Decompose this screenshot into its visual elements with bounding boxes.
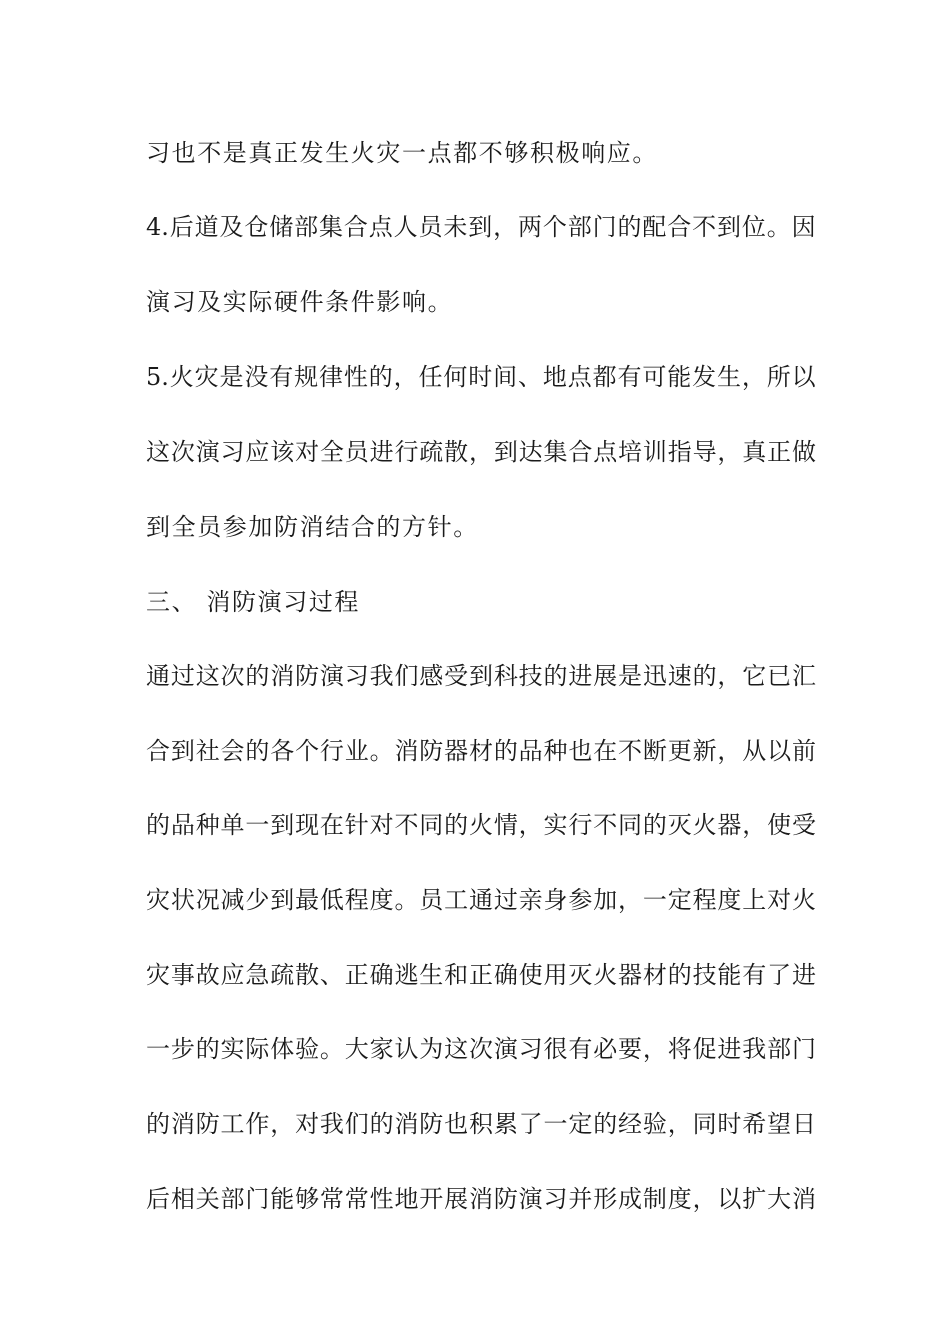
- text-line: 的 消 防 工 作 ， 对 我 们 的 消 防 也 积 累 了 一 定 的 经 验 ， 同 时 希 望 日: [146, 1110, 816, 1138]
- text-line: 合 到 社 会 的 各 个 行 业 。 消 防 器 材 的 品 种 也 在 不 断 更 新 ， 从 以 前: [146, 737, 816, 765]
- text-line: 通 过 这 次 的 消 防 演 习 我 们 感 受 到 科 技 的 进 展 是 迅 速 的 ， 它 已 汇: [146, 662, 816, 690]
- text-line: 这 次 演 习 应 该 对 全 员 进 行 疏 散 ， 到 达 集 合 点 培 训 指 导 ， 真 正 做: [146, 438, 816, 466]
- text-line: 习也不是真正发生火灾一点都不够积极响应。: [146, 139, 658, 167]
- text-line: 一 步 的 实 际 体 验 。 大 家 认 为 这 次 演 习 很 有 必 要 ， 将 促 进 我 部 门: [146, 1035, 816, 1063]
- section-heading: 三、 消防演习过程: [146, 588, 361, 616]
- text-line: 灾 事 故 应 急 疏 散 、 正 确 逃 生 和 正 确 使 用 灭 火 器 材 的 技 能 有 了 进: [146, 961, 816, 989]
- text-line: 灾 状 况 减 少 到 最 低 程 度 。 员 工 通 过 亲 身 参 加 ， 一 定 程 度 上 对 火: [146, 886, 816, 914]
- text-line: 的 品 种 单 一 到 现 在 针 对 不 同 的 火 情 ， 实 行 不 同 的 灭 火 器 ， 使 受: [146, 811, 816, 839]
- text-line: 演习及实际硬件条件影响。: [146, 288, 454, 316]
- text-line: 4. 后 道 及 仓 储 部 集 合 点 人 员 未 到 ， 两 个 部 门 的 配 合 不 到 位 。 因: [146, 213, 816, 241]
- text-line: 5. 火 灾 是 没 有 规 律 性 的 ， 任 何 时 间 、 地 点 都 有 可 能 发 生 ， 所 以: [146, 363, 816, 391]
- text-line: 后 相 关 部 门 能 够 常 常 性 地 开 展 消 防 演 习 并 形 成 制 度 ， 以 扩 大 消: [146, 1185, 816, 1213]
- text-line: 到全员参加防消结合的方针。: [146, 513, 479, 541]
